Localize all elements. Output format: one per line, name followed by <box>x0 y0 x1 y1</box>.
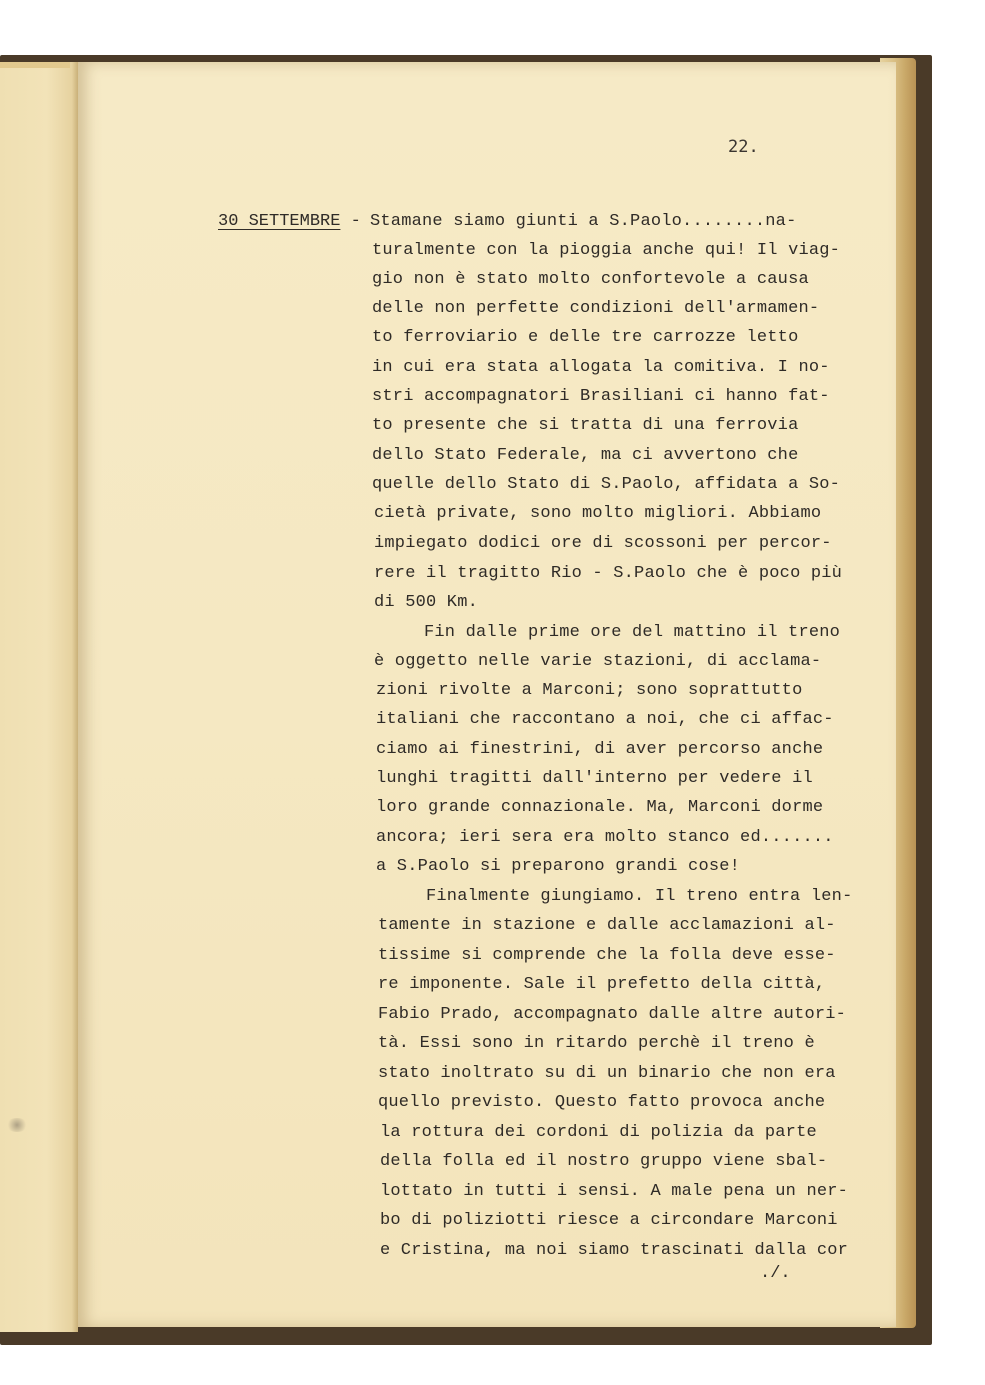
entry-date: 30 SETTEMBRE <box>218 212 341 231</box>
text-line: lunghi tragitti dall'interno per vedere il <box>376 769 813 788</box>
text-line: bo di poliziotti riesce a circondare Marconi <box>380 1211 838 1230</box>
text-line: ciamo ai finestrini, di aver percorso anche <box>376 740 824 759</box>
text-line: e Cristina, ma noi siamo trascinati dalla cor <box>380 1241 849 1260</box>
text-line: lottato in tutti i sensi. A male pena un ner- <box>380 1182 849 1201</box>
entry-heading <box>218 212 361 231</box>
continuation-mark: ./. <box>760 1264 791 1283</box>
entry-dash: - <box>350 212 361 231</box>
text-line: stato inoltrato su di un binario che non era <box>378 1064 836 1083</box>
text-line: loro grande connazionale. Ma, Marconi dorme <box>376 798 824 817</box>
text-line: re imponente. Sale il prefetto della città, <box>378 975 826 994</box>
left-page-edge <box>0 62 70 68</box>
text-line: tissime si comprende che la folla deve esse- <box>378 946 836 965</box>
ink-smudge <box>6 1118 28 1132</box>
text-line: Finalmente giungiamo. Il treno entra len- <box>426 887 853 906</box>
text-line: della folla ed il nostro gruppo viene sbal- <box>380 1152 828 1171</box>
text-line: tà. Essi sono in ritardo perchè il treno è <box>378 1034 815 1053</box>
text-line: quelle dello Stato di S.Paolo, affidata a So- <box>372 475 841 494</box>
text-line: tamente in stazione e dalle acclamazioni al- <box>378 916 836 935</box>
text-line: la rottura dei cordoni di polizia da parte <box>380 1123 817 1142</box>
text-line: zioni rivolte a Marconi; sono soprattutto <box>376 681 803 700</box>
typed-page <box>78 62 896 1327</box>
text-line: Stamane siamo giunti a S.Paolo........na- <box>370 212 797 231</box>
text-line: to ferroviario e delle tre carrozze letto <box>372 328 799 347</box>
text-line: rere il tragitto Rio - S.Paolo che è poco più <box>374 564 843 583</box>
text-line: Fabio Prado, accompagnato dalle altre autori- <box>378 1005 847 1024</box>
text-line: italiani che raccontano a noi, che ci affac- <box>376 710 834 729</box>
text-line: dello Stato Federale, ma ci avvertono che <box>372 446 799 465</box>
text-line: stri accompagnatori Brasiliani ci hanno fat- <box>372 387 830 406</box>
text-line: delle non perfette condizioni dell'armamen- <box>372 299 820 318</box>
text-line: ancora; ieri sera era molto stanco ed....... <box>376 828 834 847</box>
text-line: quello previsto. Questo fatto provoca anche <box>378 1093 826 1112</box>
text-line: cietà private, sono molto migliori. Abbiamo <box>374 504 822 523</box>
left-facing-page <box>0 62 78 1332</box>
text-line: turalmente con la pioggia anche qui! Il viag- <box>372 241 841 260</box>
text-line: to presente che si tratta di una ferrovia <box>372 416 799 435</box>
text-line: è oggetto nelle varie stazioni, di acclama- <box>374 652 822 671</box>
text-line: in cui era stata allogata la comitiva. I no- <box>372 358 830 377</box>
text-line: a S.Paolo si preparono grandi cose! <box>376 857 741 876</box>
text-line: impiegato dodici ore di scossoni per percor- <box>374 534 832 553</box>
page-number: 22. <box>728 137 759 157</box>
text-line: Fin dalle prime ore del mattino il treno <box>424 623 841 642</box>
text-line: gio non è stato molto confortevole a causa <box>372 270 809 289</box>
text-line: di 500 Km. <box>374 593 479 612</box>
